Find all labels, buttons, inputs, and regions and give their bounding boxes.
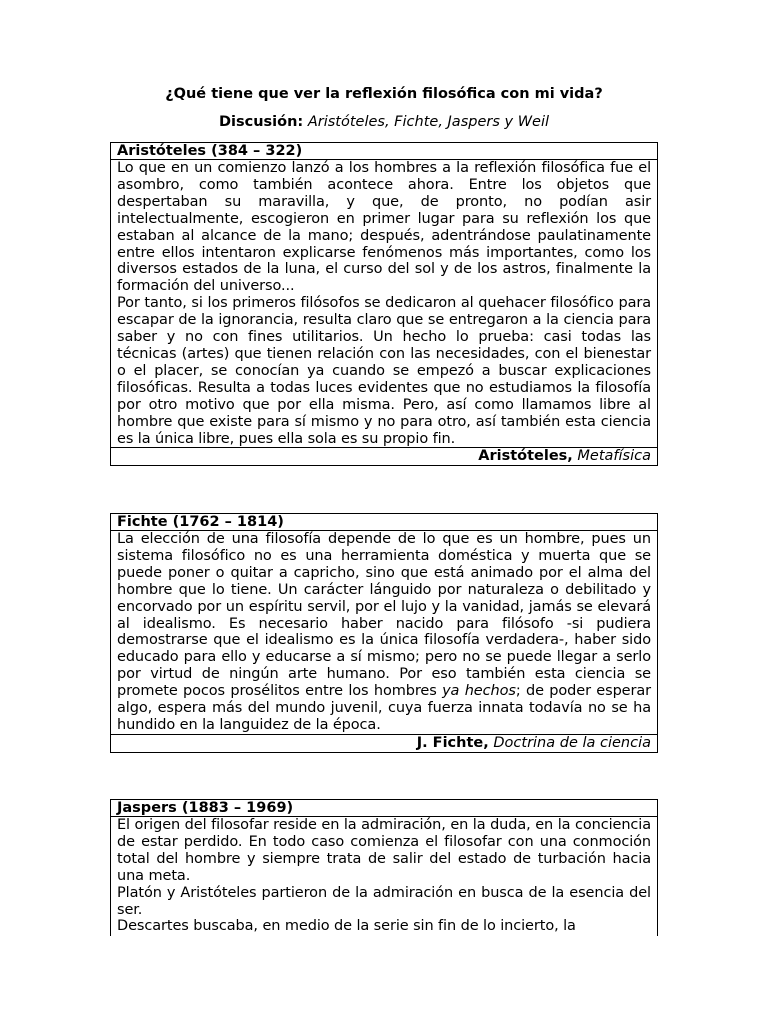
paragraph-text: La elección de una filosofía depende de lo que es un hombre, pues un sistema filosófico no es una herramienta doméstica y muerta que se puede poner o quitar a capricho, sino que está animado por el alma del hombre que lo tiene. Un carácter lánguido por naturaleza o debilitado y encorvado por un espíritu servil, por el lujo y la vanidad, jamás se elevará al idealismo. Es necesario haber nacido para filósofo -si pudiera demostrarse que el idealismo es la única filosofía verdadera-, haber sido educado para ello y educarse a sí mismo; pero no se puede llegar a serlo por virtud de ningún arte humano. Por eso también esta ciencia se promete pocos prosélitos entre los hombres (117, 531, 651, 700)
paragraph: Platón y Aristóteles partieron de la admiración en busca de la esencia del ser. (117, 884, 651, 918)
source-work: Doctrina de la ciencia (493, 734, 651, 751)
paragraph-text: ; de poder esperar algo, espera más del mundo juvenil, cuya fuerza innata todavía no se ha hundido en la languidez de la época. (117, 683, 652, 733)
source-author: Aristóteles, (478, 448, 573, 465)
paragraph: Por tanto, si los primeros filósofos se dedicaron al quehacer filosófico para escapar de la ignorancia, resulta claro que se entregaron a la ciencia para saber y no con fines utilitarios. Un hecho lo prueba: casi todas las técnicas (artes) que tienen relación con las necesidades, con el bienestar o el placer, se conocían ya cuando se empezó a buscar explicaciones filosóficas. Resulta a todas luces evidentes que no estudiamos la filosofía por otro motivo que por ella misma. Pero, así como llamamos libre al hombre que existe para sí mismo y no para otro, así también esta ciencia es la única libre, pues ella sola es su propio fin. (117, 295, 651, 447)
subtitle-label: Discusión: (218, 114, 304, 130)
subtitle-authors: Aristóteles, Fichte, Jaspers y Weil (307, 114, 550, 130)
section-heading: Jaspers (1883 – 1969) (111, 800, 657, 817)
section-body (111, 160, 657, 447)
emphasis-text: ya hechos (442, 683, 516, 700)
source-author: J. Fichte, (416, 734, 489, 751)
source-work: Metafísica (577, 448, 651, 465)
section-aristoteles (110, 142, 658, 466)
section-heading: Fichte (1762 – 1814) (111, 514, 657, 531)
paragraph: Lo que en un comienzo lanzó a los hombres a la reflexión filosófica fue el asombro, como también acontece ahora. Entre los objetos que despertaban su maravilla, y que, de pronto, no podían asir intelectualmente, escogieron en primer lugar para su reflexión los que estaban al alcance de la mano; después, adentrándose paulatinamente entre ellos intentaron explicarse fenómenos más importantes, como los diversos estados de la luna, el curso del sol y de los astros, finalmente la formación del universo... (117, 160, 651, 295)
page-title: ¿Qué tiene que ver la reflexión filosófica con mi vida? (165, 86, 603, 102)
section-heading: Aristóteles (384 – 322) (111, 143, 657, 160)
paragraph (117, 531, 651, 734)
section-source (111, 447, 657, 465)
section-body (111, 531, 657, 734)
section-body (111, 817, 657, 935)
paragraph: El origen del filosofar reside en la admiración, en la duda, en la conciencia de estar perdido. En todo caso comienza el filosofar con una conmoción total del hombre y siempre trata de salir del estado de turbación hacia una meta. (117, 817, 651, 884)
section-fichte (110, 513, 658, 753)
page-subtitle (110, 112, 658, 132)
section-jaspers (110, 799, 658, 936)
section-source (111, 734, 657, 752)
paragraph: Descartes buscaba, en medio de la serie sin fin de lo incierto, la (117, 918, 576, 935)
